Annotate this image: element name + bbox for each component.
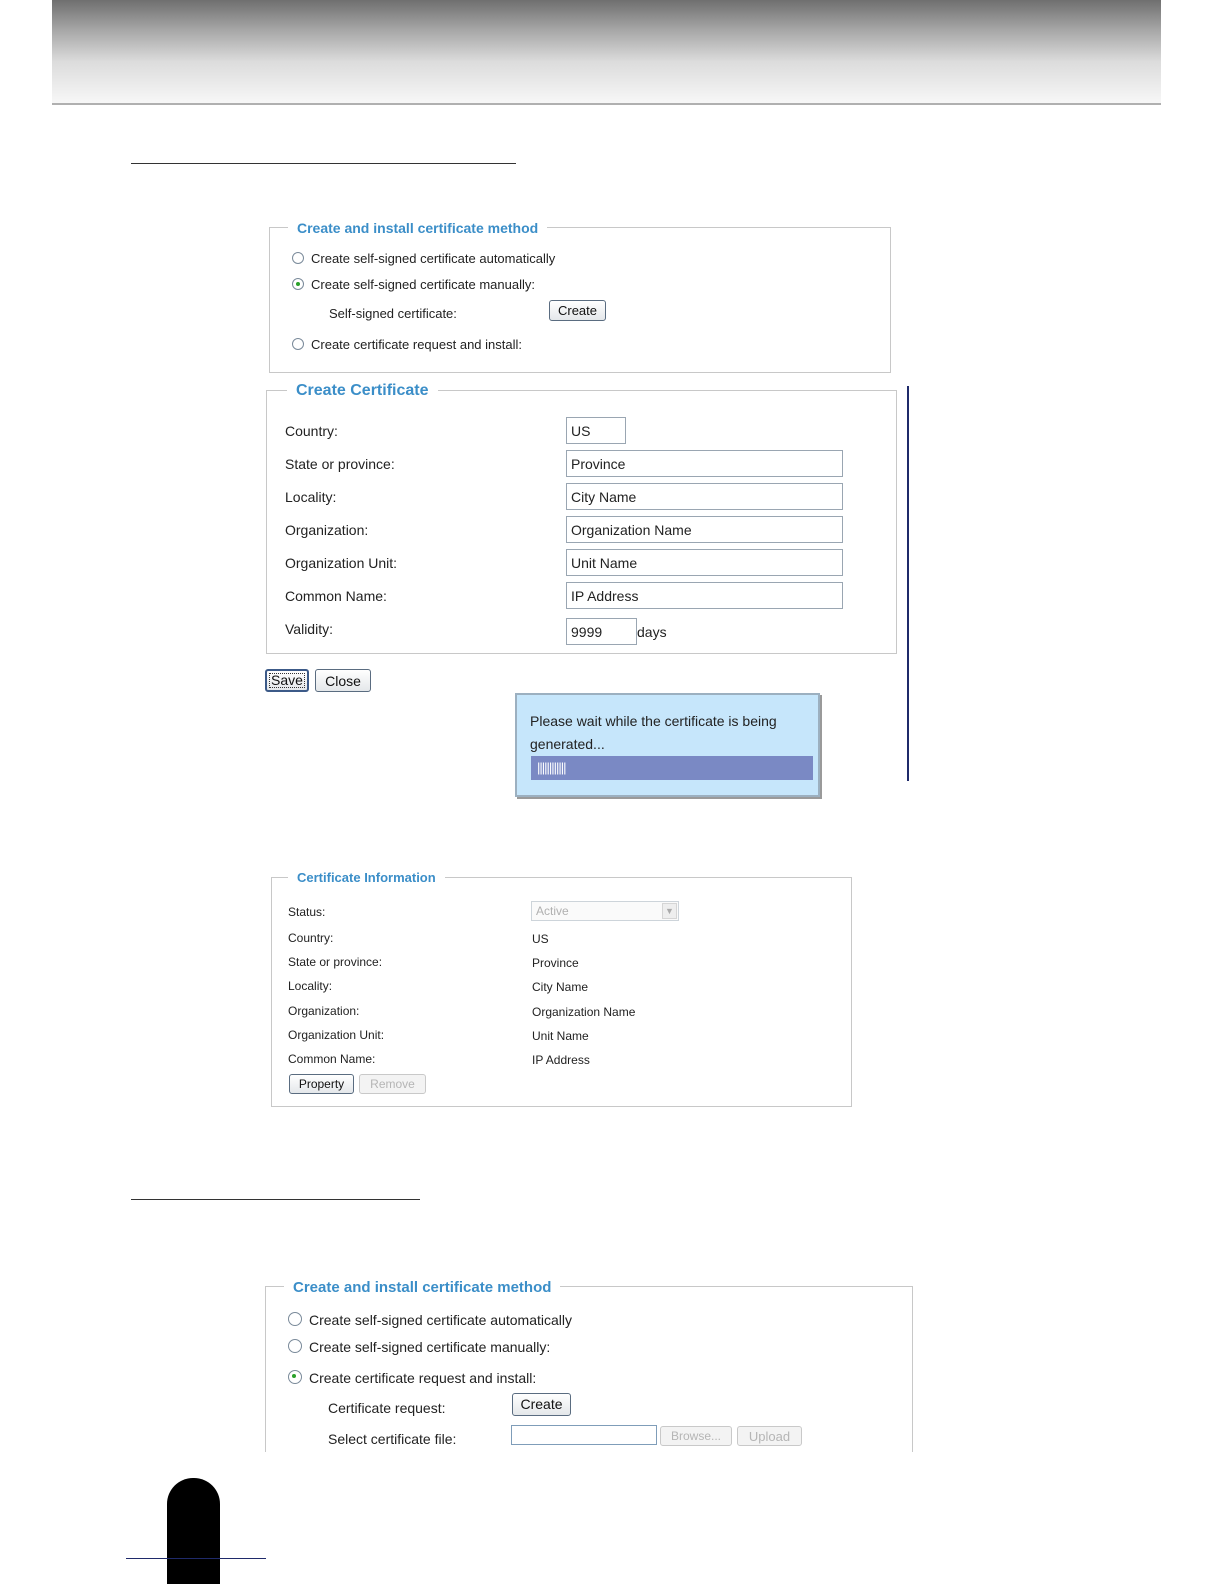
common-name-label: Common Name: <box>285 588 387 604</box>
chevron-down-icon: ▼ <box>662 903 677 919</box>
page-header-band <box>52 0 1161 105</box>
create-cert-request-button[interactable]: Create <box>512 1393 571 1416</box>
wait-message: Please wait while the certificate is being generated... <box>530 713 777 752</box>
method-panel-1 <box>269 220 891 373</box>
info-state-label: State or province: <box>288 955 383 969</box>
info-organization-unit-value: Unit Name <box>532 1029 589 1043</box>
info-organization-label: Organization: <box>288 1004 360 1018</box>
status-label: Status: <box>288 905 326 919</box>
validity-input[interactable] <box>566 618 637 645</box>
close-button[interactable]: Close <box>315 669 371 692</box>
progress-bar-ticks: |||||||||||| <box>537 760 566 775</box>
property-button[interactable]: Property <box>289 1074 354 1094</box>
method-panel-2-legend: Create and install certificate method <box>284 1279 560 1296</box>
upload-button[interactable]: Upload <box>737 1426 802 1446</box>
option-request-label-2: Create certificate request and install: <box>309 1370 537 1386</box>
progress-bar <box>531 756 813 780</box>
annotation-line <box>907 386 909 781</box>
option-request-label: Create certificate request and install: <box>311 337 522 352</box>
radio-request[interactable] <box>292 338 304 350</box>
method-panel-1-legend: Create and install certificate method <box>288 220 547 236</box>
radio-auto-2[interactable] <box>288 1312 302 1326</box>
organization-unit-input[interactable] <box>566 549 843 576</box>
certificate-file-input[interactable] <box>511 1425 657 1445</box>
select-file-label: Select certificate file: <box>328 1431 457 1447</box>
status-select[interactable] <box>531 901 679 921</box>
info-organization-value: Organization Name <box>532 1005 636 1019</box>
save-button[interactable]: Save <box>265 669 309 692</box>
browse-button[interactable]: Browse... <box>660 1426 732 1446</box>
wait-popup <box>515 693 820 797</box>
info-country-value: US <box>532 932 549 946</box>
certificate-information-legend: Certificate Information <box>288 870 445 885</box>
state-input[interactable] <box>566 450 843 477</box>
option-auto-label: Create self-signed certificate automatically <box>311 251 556 266</box>
remove-button[interactable]: Remove <box>359 1074 426 1094</box>
section-rule-1 <box>131 163 516 164</box>
certificate-information-panel <box>271 870 852 1107</box>
option-auto-label-2: Create self-signed certificate automatically <box>309 1312 573 1328</box>
organization-label: Organization: <box>285 522 369 538</box>
locality-label: Locality: <box>285 489 337 505</box>
radio-request-2[interactable] <box>288 1370 302 1384</box>
cert-request-label: Certificate request: <box>328 1400 446 1416</box>
state-label: State or province: <box>285 456 395 472</box>
self-signed-label: Self-signed certificate: <box>329 306 457 321</box>
info-common-name-value: IP Address <box>532 1053 590 1067</box>
organization-unit-label: Organization Unit: <box>285 555 398 571</box>
validity-unit: days <box>637 624 667 640</box>
radio-manual-2[interactable] <box>288 1339 302 1353</box>
info-locality-label: Locality: <box>288 979 333 993</box>
method-panel-2 <box>265 1279 913 1452</box>
info-country-label: Country: <box>288 931 334 945</box>
create-self-signed-button[interactable]: Create <box>549 300 606 321</box>
validity-label: Validity: <box>285 621 333 637</box>
status-select-value: Active <box>536 904 569 918</box>
country-input[interactable] <box>566 417 626 444</box>
common-name-input[interactable] <box>566 582 843 609</box>
create-certificate-legend: Create Certificate <box>287 382 438 400</box>
locality-input[interactable] <box>566 483 843 510</box>
country-label: Country: <box>285 423 338 439</box>
radio-auto[interactable] <box>292 252 304 264</box>
info-locality-value: City Name <box>532 980 589 994</box>
info-common-name-label: Common Name: <box>288 1052 376 1066</box>
radio-manual[interactable] <box>292 278 304 290</box>
info-state-value: Province <box>532 956 579 970</box>
organization-input[interactable] <box>566 516 843 543</box>
option-manual-label-2: Create self-signed certificate manually: <box>309 1339 551 1355</box>
option-manual-label: Create self-signed certificate manually: <box>311 277 535 292</box>
info-organization-unit-label: Organization Unit: <box>288 1028 385 1042</box>
page-number-tab <box>167 1478 220 1584</box>
footer-rule <box>126 1558 266 1559</box>
section-rule-2 <box>131 1199 420 1200</box>
create-certificate-panel <box>266 382 897 654</box>
